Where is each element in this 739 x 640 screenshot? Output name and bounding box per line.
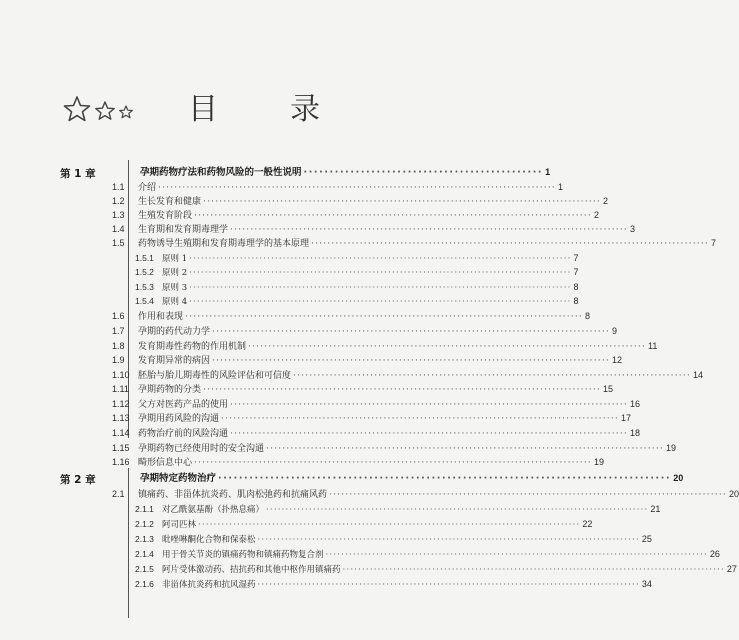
leader-dots: ··································································································	[221, 414, 619, 424]
chapter-title: 孕期药物疗法和药物风险的一般性说明	[140, 167, 302, 178]
section-title: 原则 1	[162, 254, 188, 264]
leader-dots: ··································································································	[311, 239, 709, 249]
section-number: 1.11	[112, 384, 129, 394]
toc-entry[interactable]	[135, 533, 652, 546]
section-number: 1.1	[112, 182, 125, 192]
section-number: 1.6	[112, 311, 125, 321]
page-number: 20	[728, 489, 739, 499]
page-number: 7	[573, 253, 579, 263]
section-number: 1.13	[112, 413, 130, 423]
toc-entry[interactable]	[135, 578, 652, 591]
page-title	[178, 92, 348, 132]
toc-entry[interactable]	[112, 427, 640, 440]
page-number: 26	[709, 549, 720, 559]
leader-dots: ··································································································	[194, 458, 592, 468]
section-title: 介绍	[138, 183, 157, 193]
toc-entry[interactable]	[112, 325, 617, 338]
section-title: 药物诱导生殖期和发育期毒理学的基本原理	[138, 239, 310, 249]
toc-entry[interactable]	[112, 488, 739, 501]
page-number: 1	[557, 182, 563, 192]
page-number: 19	[665, 443, 676, 453]
section-title: 用于骨关节炎的镇痛药物和镇痛药物复合剂	[162, 550, 324, 560]
page-number: 17	[620, 413, 631, 423]
star-outline-icon	[96, 102, 114, 119]
section-title: 药物治疗前的风险沟通	[138, 429, 229, 439]
section-title: 畸形信息中心	[138, 458, 193, 468]
section-number: 2.1.2	[135, 519, 154, 529]
toc-entry[interactable]	[112, 223, 635, 236]
leader-dots: ··································································································	[198, 520, 581, 530]
page-number: 12	[611, 355, 622, 365]
leader-dots: ··································································································	[189, 268, 572, 278]
leader-dots: ··································································································	[325, 550, 708, 560]
leader-dots: ··································································································	[342, 565, 725, 575]
page-number: 34	[641, 579, 652, 589]
section-title: 孕期药物的分类	[138, 385, 202, 395]
page-number: 22	[582, 519, 593, 529]
toc-entry[interactable]	[135, 266, 579, 279]
leader-dots: ··································································································	[158, 183, 556, 193]
leader-dots: ··································································································	[203, 197, 601, 207]
page-number: 2	[593, 210, 599, 220]
page-number: 19	[593, 457, 604, 467]
leader-dots: ··································································································	[212, 356, 610, 366]
page-title-char: 目	[188, 92, 218, 127]
star-rating-decoration	[62, 94, 162, 124]
page-number: 8	[573, 296, 579, 306]
page-number: 8	[584, 311, 590, 321]
section-number: 2.1.1	[135, 504, 154, 514]
leader-dots: ··································································································	[329, 490, 727, 500]
section-title: 孕期药物已经使用时的安全沟通	[138, 444, 265, 454]
section-number: 1.5.3	[135, 282, 154, 292]
leader-dots: ··································································································	[189, 283, 572, 293]
section-number: 1.7	[112, 326, 125, 336]
section-number: 1.10	[112, 370, 130, 380]
star-outline-icon	[120, 106, 133, 118]
section-title: 胚胎与胎儿期毒性的风险评估和可信度	[138, 371, 292, 381]
section-title: 阿片受体激动药、拮抗药和其他中枢作用镇痛药	[162, 565, 341, 575]
section-title: 父方对医药产品的使用	[138, 400, 229, 410]
chapter-title: 孕期特定药物治疗	[140, 473, 217, 484]
section-number: 2.1.3	[135, 534, 154, 544]
page-number: 11	[647, 341, 658, 351]
toc-entry[interactable]	[135, 281, 579, 294]
section-number: 1.15	[112, 443, 130, 453]
toc-entry[interactable]	[135, 563, 737, 576]
chapter-1-label: 第 1 章	[60, 168, 96, 180]
section-number: 1.5.1	[135, 253, 154, 263]
leader-dots: ··································································································	[293, 371, 691, 381]
toc-entry[interactable]	[135, 503, 661, 516]
leader-dots: ··································································································	[266, 505, 649, 515]
page-number: 15	[602, 384, 613, 394]
section-number: 1.12	[112, 399, 130, 409]
section-number: 2.1.6	[135, 579, 154, 589]
toc-entry[interactable]	[135, 518, 593, 531]
toc-entry[interactable]	[112, 369, 703, 382]
section-title: 阿司匹林	[162, 520, 197, 530]
section-title: 作用和表现	[138, 312, 184, 322]
toc-entry[interactable]	[135, 548, 720, 561]
page-number: 9	[611, 326, 617, 336]
section-number: 1.14	[112, 428, 130, 438]
toc-entry[interactable]	[112, 181, 563, 194]
section-number: 2.1.4	[135, 549, 154, 559]
toc-entry[interactable]	[112, 456, 604, 469]
leader-dots: ··································································································	[230, 400, 628, 410]
toc-entry[interactable]	[112, 398, 640, 411]
section-number: 1.5.2	[135, 267, 154, 277]
section-number: 1.8	[112, 341, 125, 351]
page-number: 25	[641, 534, 652, 544]
toc-entry[interactable]	[112, 237, 716, 250]
page-number: 1	[545, 167, 551, 177]
leader-dots: ··································································································	[189, 254, 572, 264]
leader-dots: ··································································································	[203, 385, 601, 395]
leader-dots: ··································································································	[185, 312, 583, 322]
leader-dots: ··································································································	[230, 429, 628, 439]
toc-chapter-1[interactable]	[140, 166, 551, 179]
section-number: 1.2	[112, 196, 125, 206]
section-number: 2.1	[112, 489, 125, 499]
toc-entry[interactable]	[112, 310, 590, 323]
section-title: 生育期和发育期毒理学	[138, 225, 229, 235]
section-number: 1.16	[112, 457, 130, 467]
toc-chapter-2[interactable]	[140, 472, 684, 485]
toc-entry[interactable]	[112, 412, 631, 425]
section-title: 原则 3	[162, 283, 188, 293]
page-number: 16	[629, 399, 640, 409]
section-title: 孕期的药代动力学	[138, 327, 211, 337]
leader-dots: ··································································································	[248, 342, 646, 352]
toc-entry[interactable]	[112, 354, 622, 367]
leader-dots: ··································································································	[212, 327, 610, 337]
section-title: 原则 2	[162, 268, 188, 278]
chapter-2-label: 第 2 章	[60, 474, 96, 486]
section-title: 发育期毒性药物的作用机制	[138, 342, 247, 352]
section-title: 孕期用药风险的沟通	[138, 414, 220, 424]
leader-dots: ··································································································	[257, 580, 640, 590]
section-title: 生殖发育阶段	[138, 211, 193, 221]
page-number: 21	[650, 504, 661, 514]
page-number: 27	[726, 564, 737, 574]
toc-entry[interactable]	[135, 252, 579, 265]
section-title: 生长发育和健康	[138, 197, 202, 207]
leader-dots: ··································································································	[266, 444, 664, 454]
star-outline-icon	[65, 97, 90, 121]
toc-entry[interactable]	[112, 383, 613, 396]
leader-dots: ··································································································	[194, 211, 592, 221]
page-number: 18	[629, 428, 640, 438]
section-title: 发育期异常的病因	[138, 356, 211, 366]
page-number: 7	[710, 238, 716, 248]
page-number: 20	[673, 473, 684, 483]
page-number: 7	[573, 267, 579, 277]
page-title-char: 录	[290, 92, 320, 127]
section-number: 1.3	[112, 210, 125, 220]
leader-dots: ··············································	[303, 167, 544, 178]
section-title: 原则 4	[162, 297, 188, 307]
leader-dots: ··································································································	[257, 535, 640, 545]
leader-dots: ·······················································································	[218, 473, 672, 484]
toc-entry[interactable]	[112, 195, 608, 208]
toc-entry[interactable]	[112, 340, 658, 353]
page-number: 3	[629, 224, 635, 234]
toc-entry[interactable]	[112, 209, 599, 222]
section-number: 1.9	[112, 355, 125, 365]
page-number: 8	[573, 282, 579, 292]
section-number: 2.1.5	[135, 564, 154, 574]
page-header	[0, 92, 457, 132]
section-title: 非甾体抗炎药和抗风湿药	[162, 580, 256, 590]
leader-dots: ··································································································	[189, 297, 572, 307]
toc-entry[interactable]	[112, 442, 676, 455]
section-number: 1.5.4	[135, 296, 154, 306]
page-number: 2	[602, 196, 608, 206]
toc-entry[interactable]	[135, 295, 579, 308]
section-number: 1.5	[112, 238, 125, 248]
section-number: 1.4	[112, 224, 125, 234]
leader-dots: ··································································································	[230, 225, 628, 235]
page-number: 14	[692, 370, 703, 380]
section-title: 镇痛药、非甾体抗炎药、肌肉松弛药和抗痛风药	[138, 490, 328, 500]
section-title: 对乙酰氨基酚（扑热息痛）	[162, 505, 265, 515]
section-title: 吡唑啉酮化合物和保泰松	[162, 535, 256, 545]
